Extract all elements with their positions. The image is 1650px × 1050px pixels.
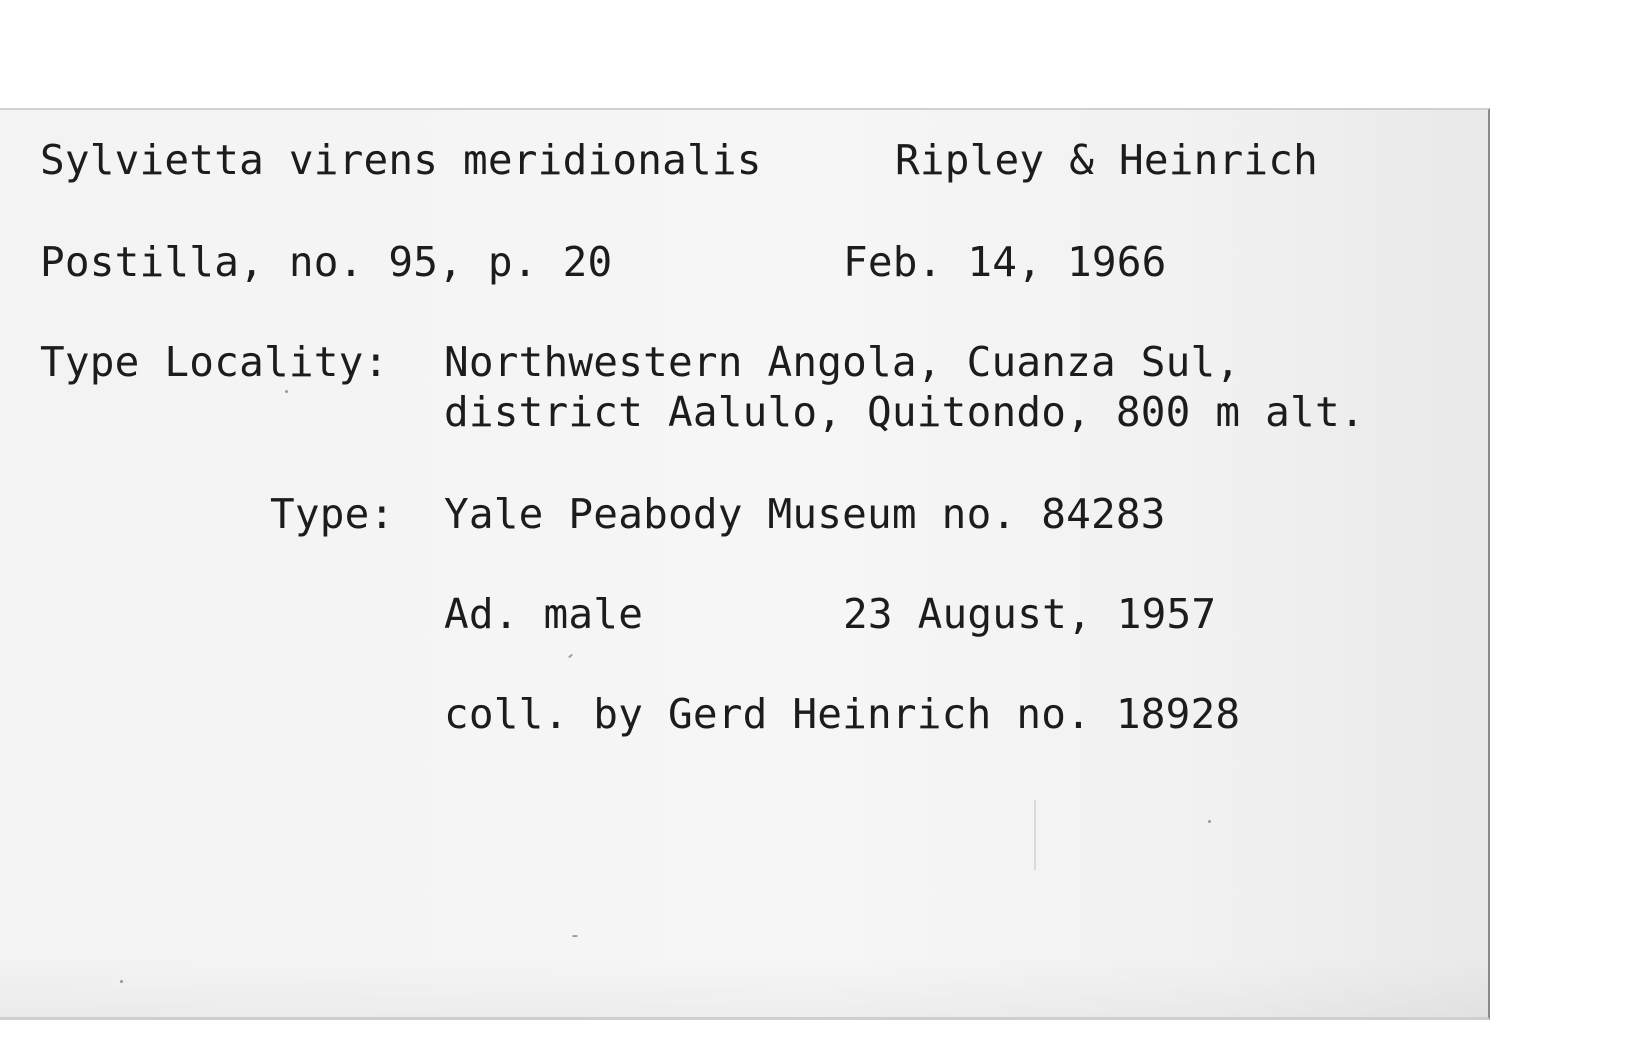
type-locality-label: Type Locality: [40,338,389,386]
type-specimen: Yale Peabody Museum no. 84283 [444,490,1166,538]
scan-mark [1034,800,1036,870]
type-locality-line-1: Northwestern Angola, Cuanza Sul, [444,338,1241,386]
scan-speck [285,390,288,393]
type-locality-line-2: district Aalulo, Quitondo, 800 m alt. [444,388,1365,436]
scan-speck [568,654,573,659]
collection-date: 23 August, 1957 [843,590,1217,638]
publication-date: Feb. 14, 1966 [843,238,1167,286]
taxon-authors: Ripley & Heinrich [895,136,1319,184]
scan-speck [1208,820,1211,823]
collector-note: coll. by Gerd Heinrich no. 18928 [444,690,1241,738]
index-card [0,108,1490,1020]
taxon-name: Sylvietta virens meridionalis [40,136,762,184]
scan-speck [572,935,578,937]
publication-reference: Postilla, no. 95, p. 20 [40,238,613,286]
type-label: Type: [270,490,395,538]
scan-speck [120,980,123,983]
sex-age: Ad. male [444,590,644,638]
